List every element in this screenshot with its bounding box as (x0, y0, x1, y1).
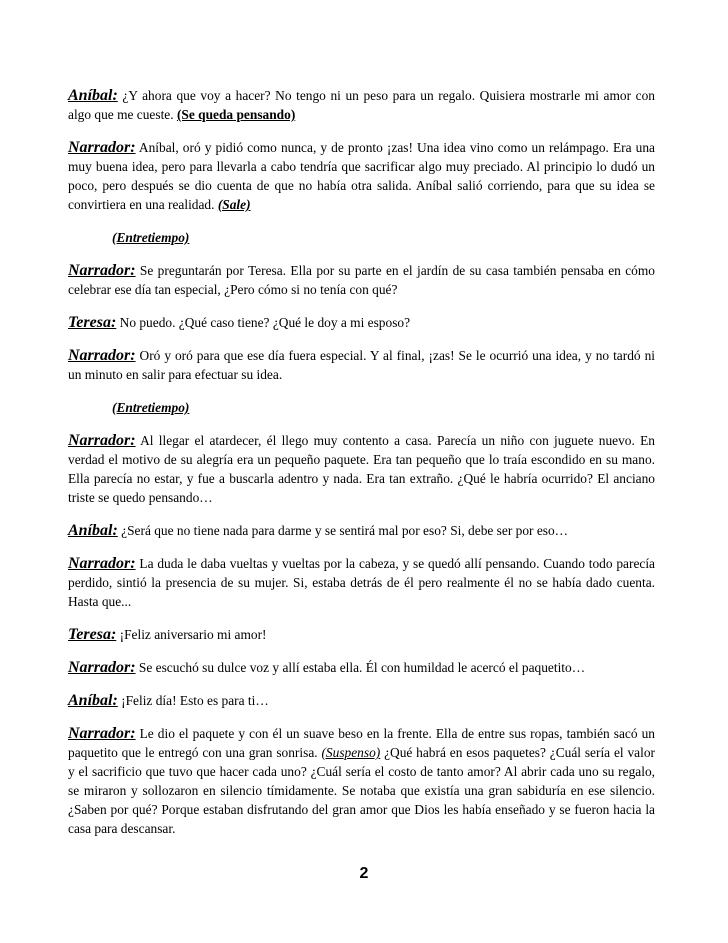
dialogue-text: Se escuchó su dulce voz y allí estaba ella. Él con humildad le acercó el paquetito… (135, 660, 586, 675)
narration-2 (68, 261, 655, 299)
dialogue-text: Le dio el paquete y con él un suave beso en la frente. Ella de entre sus ropas, también sacó un paquetito que le entregó con una gran sonrisa. (68, 726, 655, 760)
speaker-label: Narrador: (68, 347, 136, 364)
speaker-label: Aníbal: (68, 87, 118, 104)
narration-1 (68, 138, 655, 214)
dialogue-text: ¡Feliz día! Esto es para ti… (117, 693, 269, 708)
dialogue-anibal-1 (68, 86, 655, 124)
speaker-label: Narrador: (68, 139, 136, 156)
dialogue-text: La duda le daba vueltas y vueltas por la cabeza, y se quedó allí pensando. Cuando todo parecía perdido, sintió la presencia de su mujer. Si, estaba detrás de él pero realmente él no se había dado cuenta. Hasta que... (68, 556, 655, 609)
narration-3 (68, 346, 655, 384)
speaker-label: Narrador: (68, 555, 136, 572)
dialogue-text: Se preguntarán por Teresa. Ella por su parte en el jardín de su casa también pensaba en cómo celebrar ese día tan especial, ¿Pero cómo si no tenía con qué? (68, 263, 655, 297)
dialogue-text: Oró y oró para que ese día fuera especial. Y al final, ¡zas! Se le ocurrió una idea, y no tardó ni un minuto en salir para efectuar su idea. (68, 348, 655, 382)
narration-7 (68, 724, 655, 838)
speaker-label: Aníbal: (68, 522, 118, 539)
dialogue-teresa-2 (68, 625, 655, 644)
dialogue-teresa-1 (68, 313, 655, 332)
dialogue-text: Al llegar el atardecer, él llego muy contento a casa. Parecía un niño con juguete nuevo. En verdad el motivo de su alegría era un pequeño paquete. Era tan pequeño que lo traía escondido en su mano. Ella parecía no estar, y fue a buscarla adentro y nada. Era tan extraño. ¿Qué le habría ocurrido? El anciano triste se quedo pensando… (68, 433, 655, 505)
stage-direction: (Suspenso) (321, 745, 381, 760)
intermission-2: (Entretiempo) (112, 400, 190, 415)
page-number: 2 (359, 865, 369, 882)
dialogue-text: Aníbal, oró y pidió como nunca, y de pronto ¡zas! Una idea vino como un relámpago. Era una muy buena idea, pero para llevarla a cabo tendría que sacrificar algo muy preciado. Al principio lo dudó un poco, pero después se dio cuenta de que no había otra salida. Aníbal salió corriendo, para que su idea se convirtiera en una realidad. (68, 140, 655, 212)
speaker-label: Teresa: (68, 314, 117, 331)
stage-direction: (Sale) (217, 197, 251, 212)
speaker-label: Narrador: (68, 725, 136, 742)
speaker-label: Aníbal: (68, 692, 118, 709)
stage-direction: (Se queda pensando) (176, 107, 296, 122)
narration-6 (68, 658, 655, 677)
speaker-label: Teresa: (68, 626, 117, 643)
dialogue-anibal-2 (68, 521, 655, 540)
speaker-label: Narrador: (68, 659, 136, 676)
speaker-label: Narrador: (68, 432, 136, 449)
dialogue-text: ¿Será que no tiene nada para darme y se sentirá mal por eso? Si, debe ser por eso… (117, 523, 569, 538)
speaker-label: Narrador: (68, 262, 136, 279)
script-page (68, 86, 655, 852)
narration-4 (68, 431, 655, 507)
dialogue-text: ¿Y ahora que voy a hacer? No tengo ni un peso para un regalo. Quisiera mostrarle mi amor con algo que me cueste. (68, 88, 655, 122)
narration-5 (68, 554, 655, 611)
intermission-1: (Entretiempo) (112, 230, 190, 245)
dialogue-text: ¡Feliz aniversario mi amor! (116, 627, 267, 642)
dialogue-anibal-3 (68, 691, 655, 710)
dialogue-text: ¿Qué habrá en esos paquetes? ¿Cuál sería el valor y el sacrificio que tuvo que hacer cada uno? ¿Cuál sería el costo de tanto amor? Al abrir cada uno su regalo, se miraron y sollozaron en silencio tímidamente. Se notaba que existía una gran sabiduría en ese silencio. ¿Saben por qué? Porque estaban disfrutando del gran amor que Dios les había enseñado y se fueron hacia la casa para descansar. (68, 745, 655, 836)
dialogue-text: No puedo. ¿Qué caso tiene? ¿Qué le doy a mi esposo? (116, 315, 411, 330)
